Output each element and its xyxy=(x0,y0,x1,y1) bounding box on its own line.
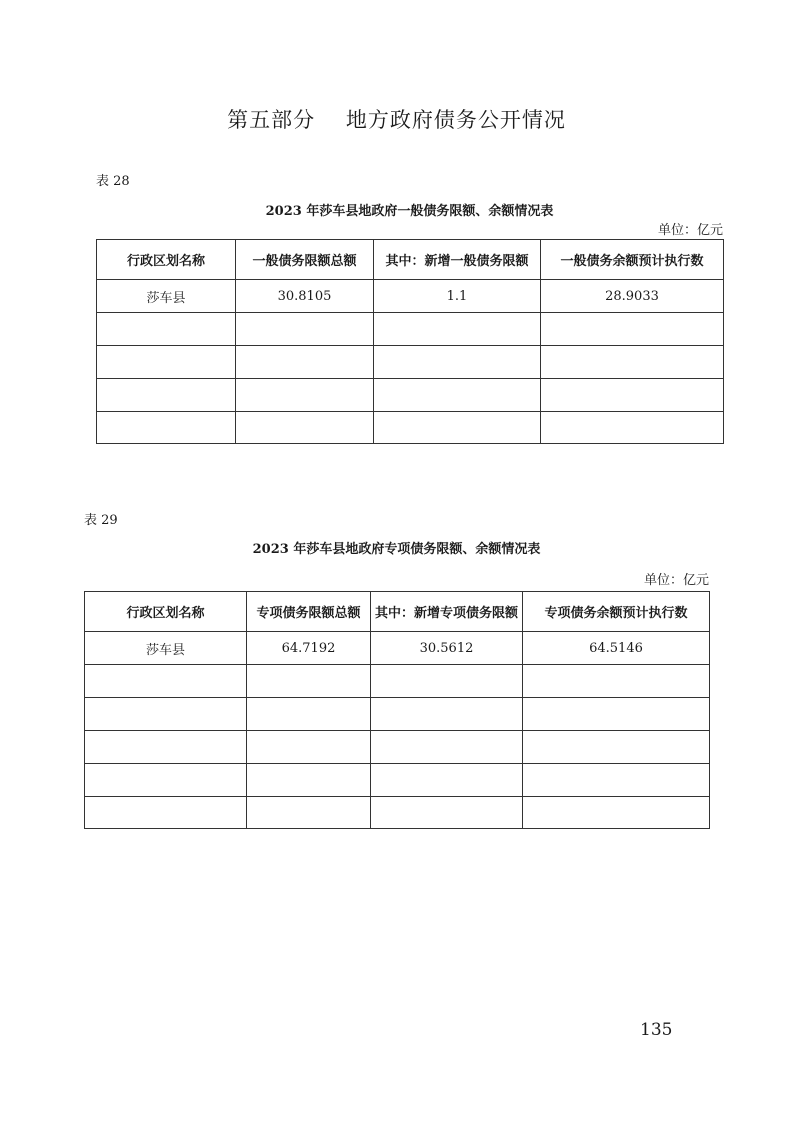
table-cell xyxy=(541,412,724,444)
table-cell xyxy=(523,797,710,829)
table-cell xyxy=(541,313,724,346)
table-29-unit: 单位：亿元 xyxy=(643,573,709,588)
table-cell xyxy=(97,346,236,379)
column-header: 专项债务限额总额 xyxy=(247,592,371,632)
table-cell xyxy=(85,764,247,797)
table-28-unit: 单位：亿元 xyxy=(657,223,723,238)
table-cell xyxy=(247,731,371,764)
table-cell xyxy=(371,731,523,764)
column-header: 行政区划名称 xyxy=(97,240,236,280)
table-cell xyxy=(97,412,236,444)
table-cell: 30.5612 xyxy=(371,632,523,665)
table-header-row xyxy=(97,240,724,280)
table-cell xyxy=(247,698,371,731)
table-row xyxy=(97,313,724,346)
table-cell xyxy=(97,379,236,412)
table-cell xyxy=(85,665,247,698)
table-row xyxy=(85,665,710,698)
table-28 xyxy=(96,239,724,444)
column-header: 其中：新增专项债务限额 xyxy=(371,592,523,632)
table-cell xyxy=(85,797,247,829)
table-cell: 30.8105 xyxy=(236,280,374,313)
column-header: 专项债务余额预计执行数 xyxy=(523,592,710,632)
table-cell xyxy=(371,665,523,698)
table-row xyxy=(85,797,710,829)
table-cell xyxy=(523,698,710,731)
table-cell xyxy=(374,346,541,379)
table-cell xyxy=(371,797,523,829)
table-cell xyxy=(85,698,247,731)
table-row xyxy=(97,379,724,412)
table-cell xyxy=(236,379,374,412)
column-header: 行政区划名称 xyxy=(85,592,247,632)
table-cell xyxy=(541,379,724,412)
table-29-title: 2023 年莎车县地政府专项债务限额、余额情况表 xyxy=(252,542,541,557)
table-cell: 莎车县 xyxy=(97,280,236,313)
table-row xyxy=(85,731,710,764)
table-cell xyxy=(374,412,541,444)
table-row xyxy=(85,764,710,797)
table-cell: 64.5146 xyxy=(523,632,710,665)
table-cell xyxy=(523,731,710,764)
table-cell xyxy=(371,764,523,797)
table-row xyxy=(97,412,724,444)
table-row xyxy=(85,632,710,665)
table-28-title: 2023 年莎车县地政府一般债务限额、余额情况表 xyxy=(265,204,554,219)
table-cell xyxy=(85,731,247,764)
table-cell: 64.7192 xyxy=(247,632,371,665)
page-title: 第五部分 地方政府债务公开情况 xyxy=(227,108,566,132)
table-28-label: 表 28 xyxy=(96,174,130,189)
table-cell xyxy=(523,665,710,698)
table-cell xyxy=(247,797,371,829)
table-cell xyxy=(371,698,523,731)
table-cell xyxy=(541,346,724,379)
table-cell: 莎车县 xyxy=(85,632,247,665)
table-cell xyxy=(374,313,541,346)
table-cell xyxy=(97,313,236,346)
table-cell xyxy=(247,764,371,797)
table-row xyxy=(85,698,710,731)
table-29 xyxy=(84,591,710,829)
page-number: 135 xyxy=(640,1020,673,1040)
table-cell: 28.9033 xyxy=(541,280,724,313)
table-cell: 1.1 xyxy=(374,280,541,313)
column-header: 一般债务限额总额 xyxy=(236,240,374,280)
table-cell xyxy=(236,412,374,444)
table-cell xyxy=(523,764,710,797)
column-header: 一般债务余额预计执行数 xyxy=(541,240,724,280)
table-cell xyxy=(247,665,371,698)
table-cell xyxy=(236,346,374,379)
table-row xyxy=(97,280,724,313)
table-29-label: 表 29 xyxy=(84,513,118,528)
table-cell xyxy=(236,313,374,346)
table-header-row xyxy=(85,592,710,632)
table-row xyxy=(97,346,724,379)
table-cell xyxy=(374,379,541,412)
column-header: 其中：新增一般债务限额 xyxy=(374,240,541,280)
